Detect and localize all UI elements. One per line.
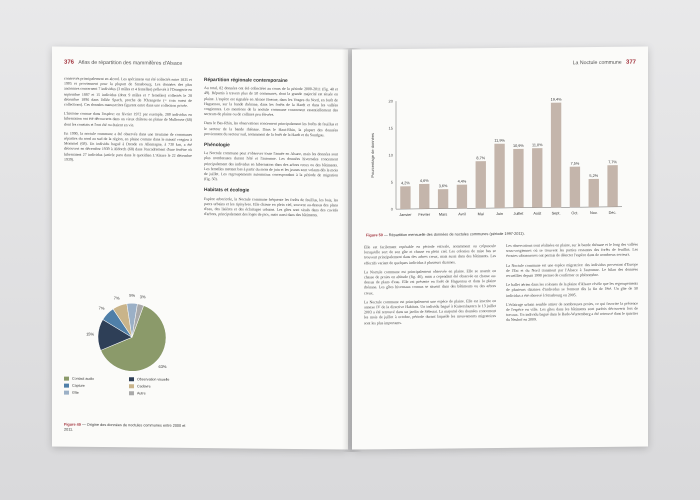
heading-repartition: Répartition régionale contemporaine	[204, 78, 288, 84]
bar-value-label: 8,7%	[476, 156, 486, 161]
bar-value-label: 19,4%	[550, 97, 562, 102]
left-col2-paragraph: Dans le Bas-Rhin, les observations concernent principalement les forêts de feuillus et le secteur de la bande rhénane. Dans le Haut-Rhin, la plupart des données proviennent du secteur sud, notamment de la forêt de la Hardt et du Sundgau.	[204, 121, 338, 138]
legend-swatch	[129, 377, 134, 381]
legend-swatch	[64, 384, 69, 388]
legend-label: Cadavre	[137, 384, 151, 389]
bar	[400, 186, 410, 209]
pie-value-label: 15%	[86, 331, 95, 337]
right-column-1	[364, 244, 496, 330]
bar	[532, 148, 542, 208]
legend-swatch	[64, 377, 69, 381]
bar-value-label: 11,9%	[494, 138, 505, 143]
legend-label: Capture	[72, 383, 85, 388]
left-page	[52, 46, 348, 449]
y-tick-label: 0	[390, 206, 393, 212]
left-figure-caption	[64, 423, 192, 434]
bar	[607, 165, 617, 207]
legend-swatch	[129, 384, 134, 388]
left-figure-label: Figure 49	[64, 422, 81, 427]
x-tick-label: Février	[418, 212, 431, 217]
right-col1-paragraph: La Noctule commune est principalement observée en plaine. Elle se nourrit en chasse de proies en altitude (fig. 46), mais a cependant été observée en chasse au-dessus de plans d'eau. Elle est présente en forêt de Haguenau et dans la plaine rhénane. Les gîtes hivernaux connus se situent dans des bâtiments ou des arbres creux.	[364, 268, 496, 296]
legend-label: Gîte	[72, 390, 79, 395]
left-figure-text: — Origine des données de noctules communes entre 2000 et 2011.	[64, 422, 186, 432]
left-col1-paragraph: conservés principalement en alcool. Les spécimens ont été collectés entre 1835 et 1905 et proviennent pour la plupart de Strasbourg. Les données des plus anciennes concernent 7 individus (3 mâles et 4 femelles) prélevés à l'Orangerie en septembre 1887 et 15 individus (dont 9 mâles et 7 femelles) collectés le 28 décembre 1896 dans l'ellée Spach, proche de l'Orangerie (= coin ouest de collections). Ces données manuscrites figurent entre dans une collection privée.	[64, 76, 192, 108]
left-col2-paragraph: Espèce arboricole, la Noctule commune fréquente les forêts de feuillus, les bois, les parcs urbains et les ripisylves. Elle chasse en plein ciel, souvent au-dessus des plans d'eau, des lisières et des éclairages urbains. Les gîtes sont situés dans des cavités d'arbres, principalement des loges de pics, mais aussi dans des bâtiments.	[204, 196, 338, 218]
x-tick-label: Janvier	[399, 212, 412, 218]
legend-item	[129, 384, 194, 389]
legend-label: Observation visuelle	[137, 377, 170, 382]
bar	[589, 179, 599, 207]
bar	[513, 149, 523, 208]
x-tick-label: Juillet	[513, 211, 524, 216]
bar-value-label: 11,0%	[532, 143, 543, 148]
y-axis-label: Pourcentage de données	[370, 132, 375, 178]
x-axis	[396, 207, 622, 209]
x-tick-label: Juin	[496, 211, 504, 217]
bar-chart	[362, 79, 640, 232]
left-column-1	[64, 77, 192, 168]
bar-value-label: 4,4%	[457, 179, 467, 184]
left-running-head	[64, 60, 182, 67]
bar-value-label: 4,6%	[419, 178, 429, 183]
legend-item	[129, 391, 194, 396]
legend-swatch	[129, 391, 134, 395]
legend-item	[64, 391, 129, 396]
right-figure-caption	[366, 231, 636, 239]
bar-value-label: 5,2%	[589, 173, 599, 178]
heading-phenologie: Phénologie	[204, 143, 230, 149]
x-tick-label: Déc.	[608, 210, 617, 215]
left-page-number: 376	[64, 59, 75, 66]
bar	[551, 103, 561, 208]
right-col1-paragraph: Elle est facilement repérable en période estivale, notamment au crépuscule lorsqu'elle sort de son gîte et chasse en plein ciel. Les colonies de mise bas se trouvent principalement dans des arbres creux, mais aussi dans des bâtiments. Les effectifs varient de quelques individus à plusieurs dizaines.	[364, 244, 496, 266]
x-tick-label: Sept.	[551, 211, 561, 216]
right-col1-paragraph: La Noctule commune est principalement une espèce de plaine. Elle est inscrite en annexe IV de la directive Habitats. Un individu bagué à Kaiserslautern le 13 juillet 2003 a été retrouvé dans un jardin de Sélestat. La majorité des données concernent les mois de juillet à octobre, période durant laquelle les mouvements migratoires sont les plus importants.	[364, 298, 496, 326]
left-col2-paragraph: Au total, 82 données ont été collectées au cours de la période 2000-2011 (fig. 48 et 49). Répartis à travers plus de 50 communes, dont la grande majorité est située en plaine. L'espèce est signalée en Alsace Bossue, dans les Vosges du Nord, en forêt de Haguenau, sur la bande rhénane, dans les forêts de la Hardt et dans les vallées vosgiennes. Les mentions de la noctule commune concernent essentiellement des secteurs de plaine ou de collines peu élevées.	[204, 86, 338, 117]
pie-legend	[64, 377, 194, 399]
legend-item	[129, 377, 194, 382]
x-tick-label: Août	[533, 211, 542, 216]
bar	[438, 189, 448, 209]
pie-value-label: 3%	[139, 294, 146, 300]
heading-habitats: Habitats et écologie	[204, 188, 250, 194]
y-tick-label: 5	[390, 179, 393, 185]
pie-value-label: 7%	[113, 295, 120, 301]
left-column-2	[204, 78, 338, 223]
pie-value-label: 63%	[158, 363, 167, 370]
x-tick-label: Avril	[458, 212, 466, 217]
bar-value-label: 3,6%	[438, 184, 448, 189]
bar-value-label: 7,5%	[570, 161, 580, 166]
y-tick-label: 15	[388, 125, 393, 131]
pie-value-label: 7%	[98, 305, 105, 311]
pie-value-label: 5%	[129, 292, 136, 298]
left-col1-paragraph: L'histoire connue dans l'espèce: en février 1972 par exemple, 280 individus en hibernation ont été découverts dans un vieux château en plaine de Mulhouse (68) dont les constats et l'ont été ou étaient en vie.	[64, 111, 192, 127]
bar	[494, 144, 504, 208]
left-running-title: Atlas de répartition des mammifères d'Alsace	[78, 59, 183, 67]
x-tick-label: Oct.	[571, 211, 579, 216]
left-col1-paragraph: En 1990, la noctule commune a été observée dans une trentaine de communes réparties du nord au sud de la région, en plaine comme dans le massif vosgien à Mommel (68). Un individu bagué à Dresde en Allemagne, à 730 km, a été découvert en décembre 1939 à Aldorch (68) dans l'encadrement d'une fenêtre où hibernaient 27 individus (article paru dans le quotidien L'Alsace le 22 décembre 1939).	[64, 131, 192, 162]
bar-value-label: 4,2%	[401, 181, 410, 186]
x-tick-label: Nov.	[589, 210, 598, 216]
right-running-head	[573, 60, 636, 67]
bar	[570, 167, 580, 208]
bar	[476, 161, 486, 208]
y-tick-label: 10	[388, 152, 393, 158]
right-page-number: 377	[625, 59, 636, 66]
right-column-2	[506, 243, 638, 328]
y-tick-label: 20	[388, 98, 393, 104]
bar	[419, 184, 429, 209]
left-col2-paragraph: La Noctule commune peut s'observer toute l'année en Alsace, mais les données sont plus nombreuses durant l'été et l'automne. Les données hivernales concernent principalement des individus en hibernation dans des arbres creux ou des bâtiments. Les femelles mettent bas à partir du mois de juin et les jeunes sont volants dès le mois de juillet. Les regroupements automnaux correspondent à la période de migration (fig. 50).	[204, 151, 338, 182]
x-tick-label: Mars	[438, 212, 448, 217]
bar	[457, 185, 467, 209]
right-page	[352, 46, 648, 449]
bar-value-label: 10,9%	[513, 143, 524, 149]
x-tick-label: Mai	[477, 212, 484, 217]
right-col2-paragraph: La Noctule commune est une espèce migratrice: des individus provenant d'Europe de l'Est et du Nord transitent par l'Alsace à l'automne. Le bilan des données recueillies depuis 1990 permet de confirmer ce phénomène.	[506, 262, 638, 278]
right-col2-paragraph: L'éclairage urbain semble attirer de nombreuses proies, ce qui favorise la présence de l'espèce en ville. Les gîtes dans les bâtiments sont parfois découverts lors de travaux. Un individu bagué dans le Bade-Wurtemberg a été retrouvé dans le quartier du Neuhof en 2009.	[506, 301, 638, 323]
legend-swatch	[64, 391, 69, 395]
right-figure-label: Figure 50	[366, 233, 383, 238]
legend-item	[64, 377, 129, 382]
legend-item	[64, 384, 129, 389]
legend-label: Autre	[137, 391, 146, 396]
right-running-title: La Noctule commune	[572, 59, 622, 67]
bar-value-label: 7,7%	[608, 160, 617, 165]
right-col2-paragraph: Le ballet aérien dans les colonies de la plaine d'Alsace révèle que les regroupements de plusieurs dizaines d'individus se forment dès la fin de l'été. Un gîte de 50 individus a été observé à Strasbourg en 2005.	[506, 281, 638, 298]
right-col2-paragraph: Les observations sont réalisées en plaine, sur la bande rhénane et le long des vallées sous-vosgiennes où se trouvent les parties restantes des forêts de feuillus. Les écoutes ultrasonores ont permis de détecter l'espèce dans de nombreux secteurs.	[506, 242, 638, 259]
legend-label: Contact audio	[72, 376, 95, 381]
right-figure-text: — Répartition mensuelle des données de noctules communes (période 1997-2011).	[383, 231, 525, 238]
